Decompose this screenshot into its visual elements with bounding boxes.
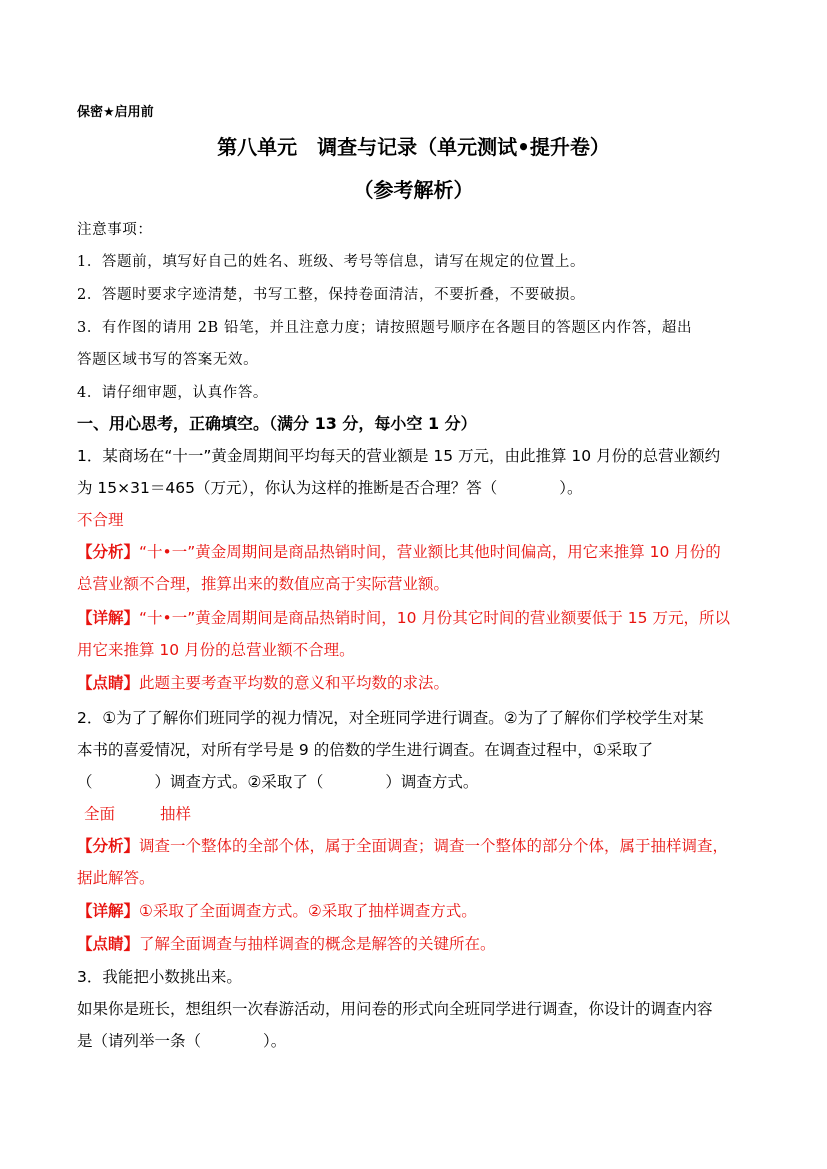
- page-subtitle: （参考解析）: [353, 178, 474, 202]
- section-heading: 一、用心思考，正确填空。（满分 13 分，每小空 1 分）: [77, 414, 477, 433]
- question-2-analysis: 据此解答。: [77, 869, 155, 887]
- question-1-analysis: [77, 540, 721, 562]
- question-3-text: 3．我能把小数挑出来。: [77, 968, 242, 986]
- question-1-answer: 不合理: [77, 511, 124, 529]
- question-3-text: 如果你是班长，想组织一次春游活动，用问卷的形式向全班同学进行调查，你设计的调查内容: [77, 1000, 713, 1018]
- comment-text: 此题主要考查平均数的意义和平均数的求法。: [139, 674, 450, 692]
- detail-text: ①采取了全面调查方式。②采取了抽样调查方式。: [139, 902, 477, 920]
- question-2-text: 2．①为了了解你们班同学的视力情况，对全班同学进行调查。②为了了解你们学校学生对某: [77, 709, 704, 727]
- detail-tag: 【详解】: [77, 609, 140, 627]
- question-1-comment: [77, 671, 449, 693]
- analysis-tag: 【分析】: [77, 837, 140, 855]
- question-2-analysis: [77, 834, 728, 856]
- question-2-comment: [77, 932, 496, 954]
- question-2-answer-2: 抽样: [160, 805, 192, 823]
- detail-tag: 【详解】: [77, 902, 140, 920]
- note-item: 2．答题时要求字迹清楚，书写工整，保持卷面清洁，不要折叠，不要破损。: [77, 287, 586, 303]
- detail-text: “十•一”黄金周期间是商品热销时间，10 月份其它时间的营业额要低于 15 万元，所以: [139, 609, 730, 627]
- question-1-analysis: 总营业额不合理，推算出来的数值应高于实际营业额。: [77, 575, 450, 593]
- comment-tag: 【点睛】: [77, 935, 140, 953]
- question-2-text: 本书的喜爱情况，对所有学号是 9 的倍数的学生进行调查。在调查过程中，①采取了: [77, 741, 654, 759]
- question-2-text: （ ）调查方式。②采取了（ ）调查方式。: [77, 773, 479, 791]
- note-item: 答题区域书写的答案无效。: [77, 352, 259, 368]
- notes-heading: 注意事项：: [77, 222, 153, 238]
- question-1-text: 为 15×31＝465（万元），你认为这样的推断是否合理？答（ ）。: [77, 479, 583, 497]
- confidential-mark: 保密★启用前: [77, 105, 154, 120]
- question-1-detail: 用它来推算 10 月份的总营业额不合理。: [77, 641, 355, 659]
- question-3-text: 是（请列举一条（ ）。: [77, 1032, 287, 1050]
- question-2-detail: [77, 899, 477, 921]
- note-item: 4．请仔细审题，认真作答。: [77, 385, 269, 401]
- question-1-text: 1．某商场在“十一”黄金周期间平均每天的营业额是 15 万元，由此推算 10 月份的总营业额约: [77, 447, 721, 465]
- comment-tag: 【点睛】: [77, 674, 140, 692]
- comment-text: 了解全面调查与抽样调查的概念是解答的关键所在。: [139, 935, 496, 953]
- question-2-answer-1: 全面: [84, 805, 116, 823]
- analysis-tag: 【分析】: [77, 543, 140, 561]
- question-1-detail: [77, 606, 730, 628]
- note-item: 1．答题前，填写好自己的姓名、班级、考号等信息，请写在规定的位置上。: [77, 254, 586, 270]
- note-item: 3．有作图的请用 2B 铅笔，并且注意力度；请按照题号顺序在各题目的答题区内作答，超出: [77, 320, 693, 336]
- analysis-text: 调查一个整体的全部个体，属于全面调查；调查一个整体的部分个体，属于抽样调查，: [139, 837, 729, 855]
- analysis-text: “十•一”黄金周期间是商品热销时间，营业额比其他时间偏高，用它来推算 10 月份的: [139, 543, 721, 561]
- page-title: 第八单元 调查与记录（单元测试•提升卷）: [217, 135, 610, 159]
